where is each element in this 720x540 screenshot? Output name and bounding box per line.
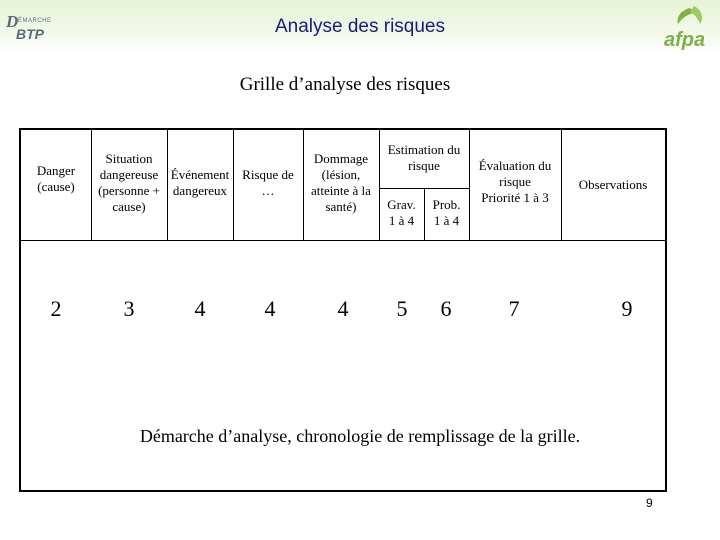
col-header-evenement: Événement dangereux: [170, 167, 230, 198]
step-number: 4: [194, 296, 206, 321]
slide-title: Grille d’analyse des risques: [239, 74, 451, 95]
demarche-btp-logo: D ÉMARCHE BTP: [6, 12, 52, 42]
step-number: 4: [337, 296, 349, 321]
app-title: Analyse des risques: [274, 16, 446, 37]
afpa-logo: [660, 4, 716, 50]
col-header-risque: Risque de …: [242, 167, 294, 198]
col-header-dommage: Dommage (lésion, atteinte à la santé): [311, 151, 371, 214]
col-header-situation: Situation dangereuse (personne + cause): [98, 151, 160, 214]
col-header-gravite: Grav. 1 à 4: [387, 197, 416, 228]
col-header-evaluation: Évaluation du risque Priorité 1 à 3: [478, 158, 552, 205]
step-number: 9: [621, 296, 633, 321]
col-header-observations: Observations: [578, 177, 648, 192]
step-number: 3: [123, 296, 135, 321]
col-header-probabilite: Prob. 1 à 4: [432, 197, 461, 228]
group-header-divider: [379, 188, 469, 189]
grid-caption: Démarche d’analyse, chronologie de remplissage de la grille.: [139, 426, 581, 446]
step-number: 7: [508, 296, 520, 321]
step-number: 6: [440, 296, 452, 321]
header-bar: [0, 0, 720, 55]
header-row-divider: [21, 240, 665, 241]
svg-text:afpa: afpa: [664, 29, 706, 50]
step-number: 5: [396, 296, 408, 321]
step-number: 2: [50, 296, 62, 321]
step-number: 4: [264, 296, 276, 321]
page-number: 9: [646, 496, 653, 510]
col-header-danger: Danger (cause): [36, 163, 76, 194]
group-header-estimation: Estimation du risque: [387, 142, 461, 173]
